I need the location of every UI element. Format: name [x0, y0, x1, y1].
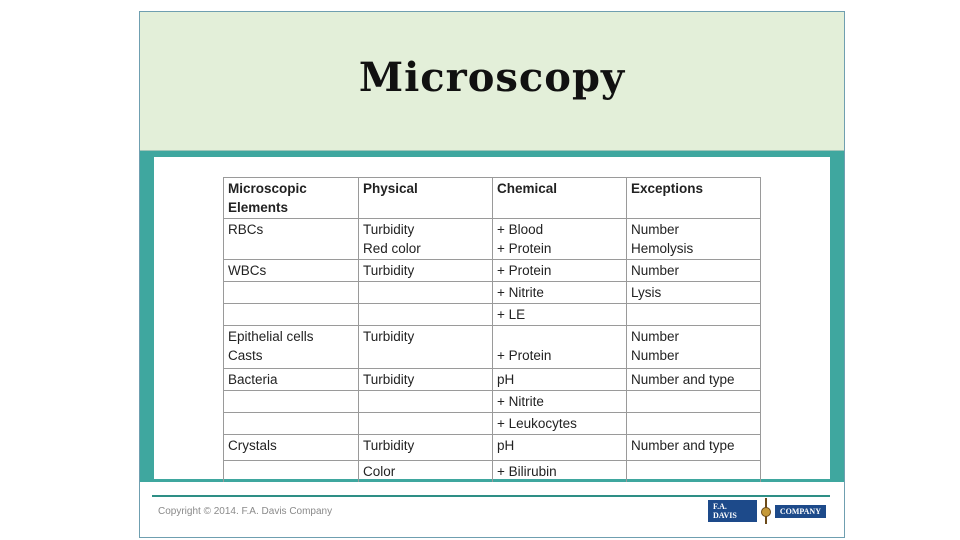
table-cell: + Bilirubin [493, 461, 627, 487]
table-cell [627, 391, 761, 413]
table-cell [627, 304, 761, 326]
table-cell: Bacteria [224, 369, 359, 391]
copyright-text: Copyright © 2014. F.A. Davis Company [158, 506, 333, 517]
table-cell [224, 391, 359, 413]
logo-right-text: COMPANY [775, 505, 826, 518]
content-panel [154, 157, 830, 479]
table-cell: RBCs [224, 219, 359, 260]
table-cell: + Nitrite [493, 391, 627, 413]
table-cell: pH [493, 369, 627, 391]
table-cell: Turbidity [359, 326, 493, 369]
slide [139, 11, 845, 538]
table-cell: Epithelial cells Casts [224, 326, 359, 369]
table-cell [627, 413, 761, 435]
header-exceptions: Exceptions [627, 178, 761, 219]
table-cell: + LE [493, 304, 627, 326]
logo-left-text: F.A. DAVIS [708, 500, 757, 522]
table-cell [359, 391, 493, 413]
table-cell: Turbidity [359, 435, 493, 461]
table-cell: Number and type [627, 435, 761, 461]
table-cell: Number [627, 260, 761, 282]
table-cell: Turbidity [359, 369, 493, 391]
caduceus-icon [759, 498, 773, 524]
table-row [224, 260, 761, 282]
table-cell: Crystals [224, 435, 359, 461]
table-row [224, 304, 761, 326]
title-band [140, 12, 844, 151]
table-row [224, 369, 761, 391]
table-cell: + Nitrite [493, 282, 627, 304]
table-cell: Turbidity Red color [359, 219, 493, 260]
table-cell: Lysis [627, 282, 761, 304]
table-cell [359, 413, 493, 435]
table-row [224, 326, 761, 369]
table-row [224, 282, 761, 304]
table-cell [359, 304, 493, 326]
publisher-logo [708, 503, 826, 519]
table-cell [359, 282, 493, 304]
table-row [224, 435, 761, 461]
table-body [224, 219, 761, 487]
footer-rule [152, 495, 830, 497]
header-physical: Physical [359, 178, 493, 219]
table-cell: + Protein [493, 326, 627, 369]
table-header-row [224, 178, 761, 219]
table-row [224, 391, 761, 413]
table-cell: WBCs [224, 260, 359, 282]
table-row [224, 413, 761, 435]
table-cell: pH [493, 435, 627, 461]
table-cell: Number Hemolysis [627, 219, 761, 260]
table-cell: Number and type [627, 369, 761, 391]
slide-title: Microscopy [358, 54, 626, 101]
table-row [224, 219, 761, 260]
header-chemical: Chemical [493, 178, 627, 219]
table-cell: Number Number [627, 326, 761, 369]
table-cell: + Protein [493, 260, 627, 282]
table-cell: Color [359, 461, 493, 487]
table-cell [224, 304, 359, 326]
table-cell [224, 282, 359, 304]
table-cell: + Leukocytes [493, 413, 627, 435]
table-cell [224, 413, 359, 435]
table-cell: + Blood + Protein [493, 219, 627, 260]
table-cell: Turbidity [359, 260, 493, 282]
slide-footer [140, 482, 844, 537]
microscopy-table [223, 177, 761, 487]
header-microscopic-elements: Microscopic Elements [224, 178, 359, 219]
